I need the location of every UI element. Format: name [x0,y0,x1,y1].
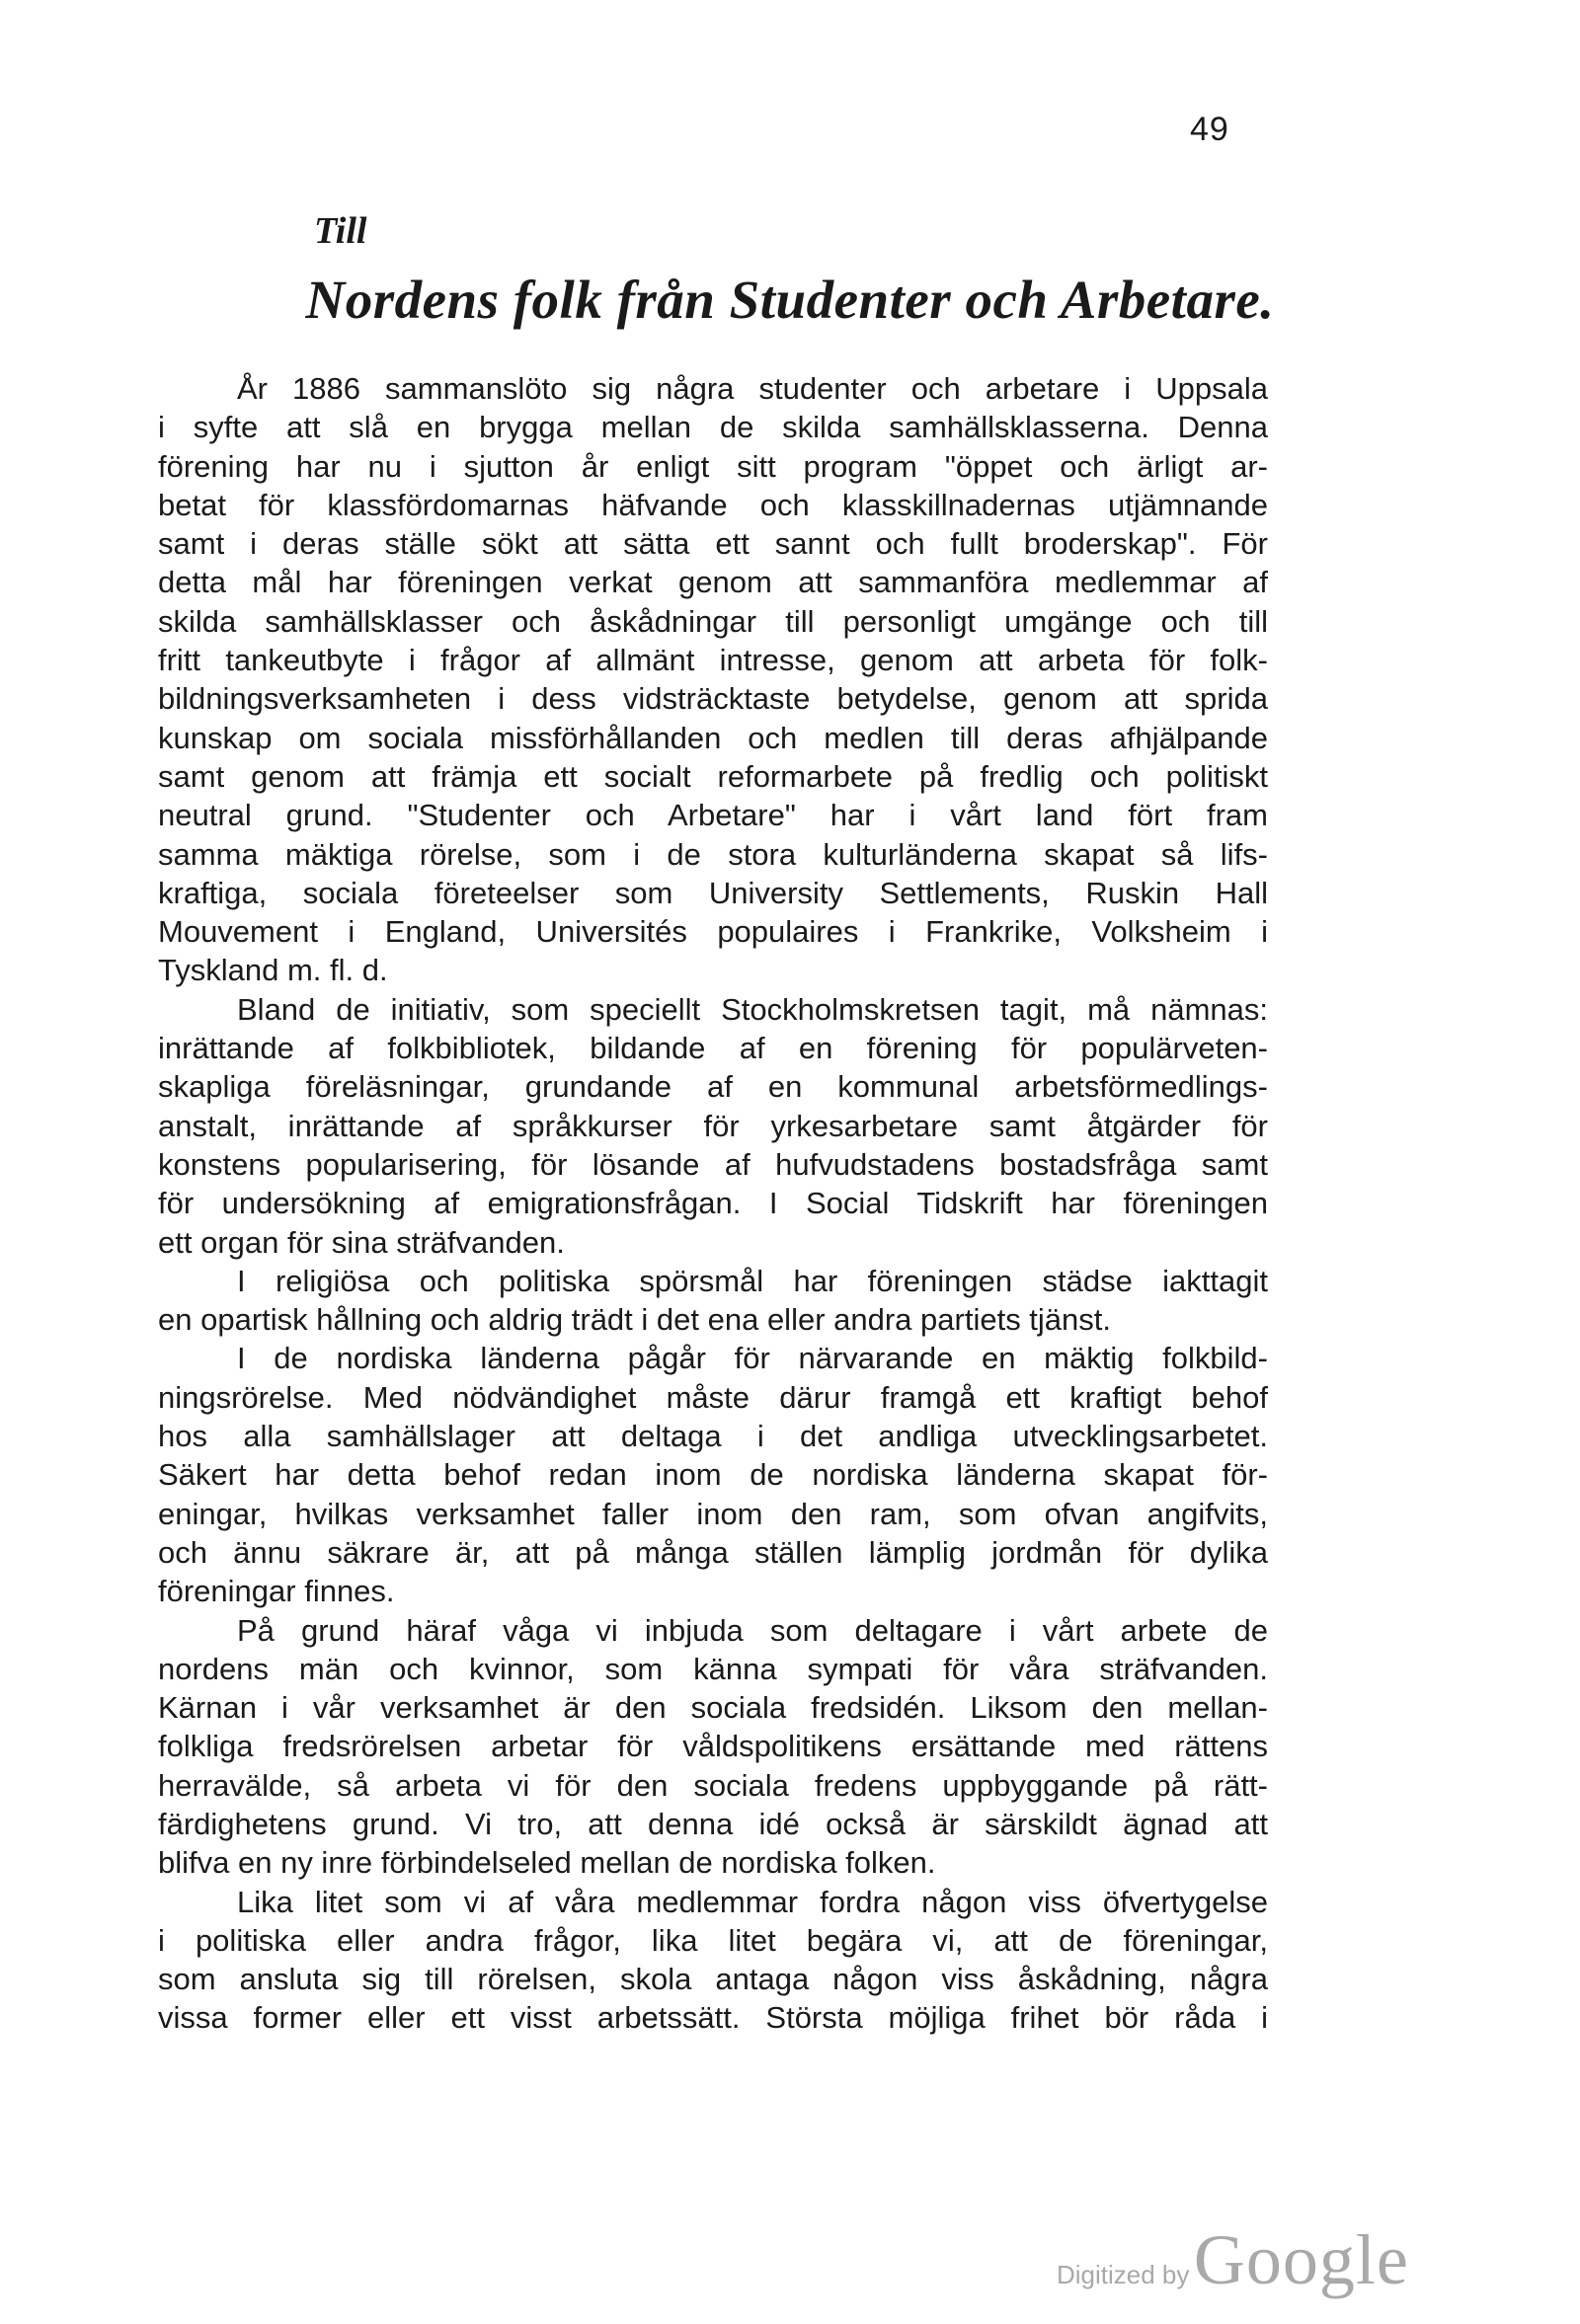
page-number: 49 [1190,111,1229,148]
text-line: herravälde, så arbeta vi för den sociala fredens uppbyggande på rätt- [158,1767,1268,1803]
body-text [158,369,1268,2038]
text-line: samma mäktiga rörelse, som i de stora kulturländerna skapat så lifs- [158,836,1268,872]
text-line: en opartisk hållning och aldrig trädt i det ena eller andra partiets tjänst. [158,1302,1112,1338]
text-line: konstens popularisering, för lösande af hufvudstadens bostadsfråga samt [158,1146,1268,1182]
text-line: i politiska eller andra frågor, lika litet begära vi, att de föreningar, [158,1922,1268,1958]
text-line: inrättande af folkbibliotek, bildande af en förening för populärveten- [158,1031,1268,1066]
text-line: folkliga fredsrörelsen arbetar för våldspolitikens ersättande med rättens [158,1729,1268,1764]
text-line: nordens män och kvinnor, som känna sympati för våra sträfvanden. [158,1651,1268,1686]
text-line: Lika litet som vi af våra medlemmar fordra någon viss öfvertygelse [237,1884,1268,1919]
text-line: skilda samhällsklasser och åskådningar till personligt umgänge och till [158,603,1268,639]
text-line: vissa former eller ett visst arbetssätt. Största möjliga frihet bör råda i [158,2000,1268,2036]
text-line: ett organ för sina sträfvanden. [158,1224,565,1260]
text-line: och ännu säkrare är, att på många ställen lämplig jordmån för dylika [158,1534,1268,1570]
text-line: bildningsverksamheten i dess vidsträcktaste betydelse, genom att sprida [158,681,1268,717]
text-line: I de nordiska länderna pågår för närvarande en mäktig folkbild- [237,1341,1268,1376]
text-line: ningsrörelse. Med nödvändighet måste därur framgå ett kraftigt behof [158,1379,1268,1415]
text-line: färdighetens grund. Vi tro, att denna idé också är särskildt ägnad att [158,1806,1268,1841]
text-line: eningar, hvilkas verksamhet faller inom den ram, som ofvan angifvits, [158,1496,1268,1531]
text-line: På grund häraf våga vi inbjuda som deltagare i vårt arbete de [237,1612,1268,1648]
text-line: hos alla samhällslager att deltaga i det andliga utvecklingsarbetet. [158,1419,1268,1454]
text-line: som ansluta sig till rörelsen, skola antaga någon viss åskådning, några [158,1962,1268,1997]
text-line: skapliga föreläsningar, grundande af en kommunal arbetsförmedlings- [158,1069,1268,1105]
text-line: Säkert har detta behof redan inom de nordiska länderna skapat för- [158,1457,1268,1493]
text-line: Mouvement i England, Universités populaires i Frankrike, Volksheim i [158,914,1268,950]
text-line: detta mål har föreningen verkat genom att sammanföra medlemmar af [158,565,1268,600]
watermark-caption: Digitized by [1057,2260,1190,2289]
text-line: Tyskland m. fl. d. [158,953,388,988]
text-line: samt i deras ställe sökt att sätta ett sannt och fullt broderskap". För [158,526,1268,562]
text-line: neutral grund. "Studenter och Arbetare" har i vårt land fört fram [158,798,1268,833]
text-line: Bland de initiativ, som speciellt Stockholmskretsen tagit, må nämnas: [237,991,1268,1027]
text-line: förening har nu i sjutton år enligt sitt program "öppet och ärligt ar- [158,448,1268,484]
text-line: fritt tankeutbyte i frågor af allmänt intresse, genom att arbeta för folk- [158,643,1268,678]
text-line: blifva en ny inre förbindelseled mellan de nordiska folken. [158,1845,936,1881]
text-line: för undersökning af emigrationsfrågan. I Social Tidskrift har föreningen [158,1186,1268,1221]
text-line: samt genom att främja ett socialt reformarbete på fredlig och politiskt [158,758,1268,794]
text-line: kraftiga, sociala företeelser som University Settlements, Ruskin Hall [158,875,1268,910]
heading-dedication: Till [314,210,367,252]
text-line: i syfte att slå en brygga mellan de skilda samhällsklasserna. Denna [158,410,1268,445]
text-line: föreningar finnes. [158,1574,395,1609]
text-line: År 1886 sammanslöto sig några studenter och arbetare i Uppsala [237,371,1268,406]
google-logo: Google [1193,2220,1409,2299]
text-line: kunskap om sociala missförhållanden och medlen till deras afhjälpande [158,720,1268,755]
text-line: I religiösa och politiska spörsmål har föreningen städse iakttagit [237,1263,1268,1298]
text-line: anstalt, inrättande af språkkurser för yrkesarbetare samt åtgärder för [158,1108,1268,1143]
text-line: betat för klassfördomarnas häfvande och klasskillnadernas utjämnande [158,487,1268,522]
page-title: Nordens folk från Studenter och Arbetare. [305,270,1275,330]
text-line: Kärnan i vår verksamhet är den sociala fredsidén. Liksom den mellan- [158,1690,1268,1726]
digitized-by-watermark [1057,2219,1409,2301]
